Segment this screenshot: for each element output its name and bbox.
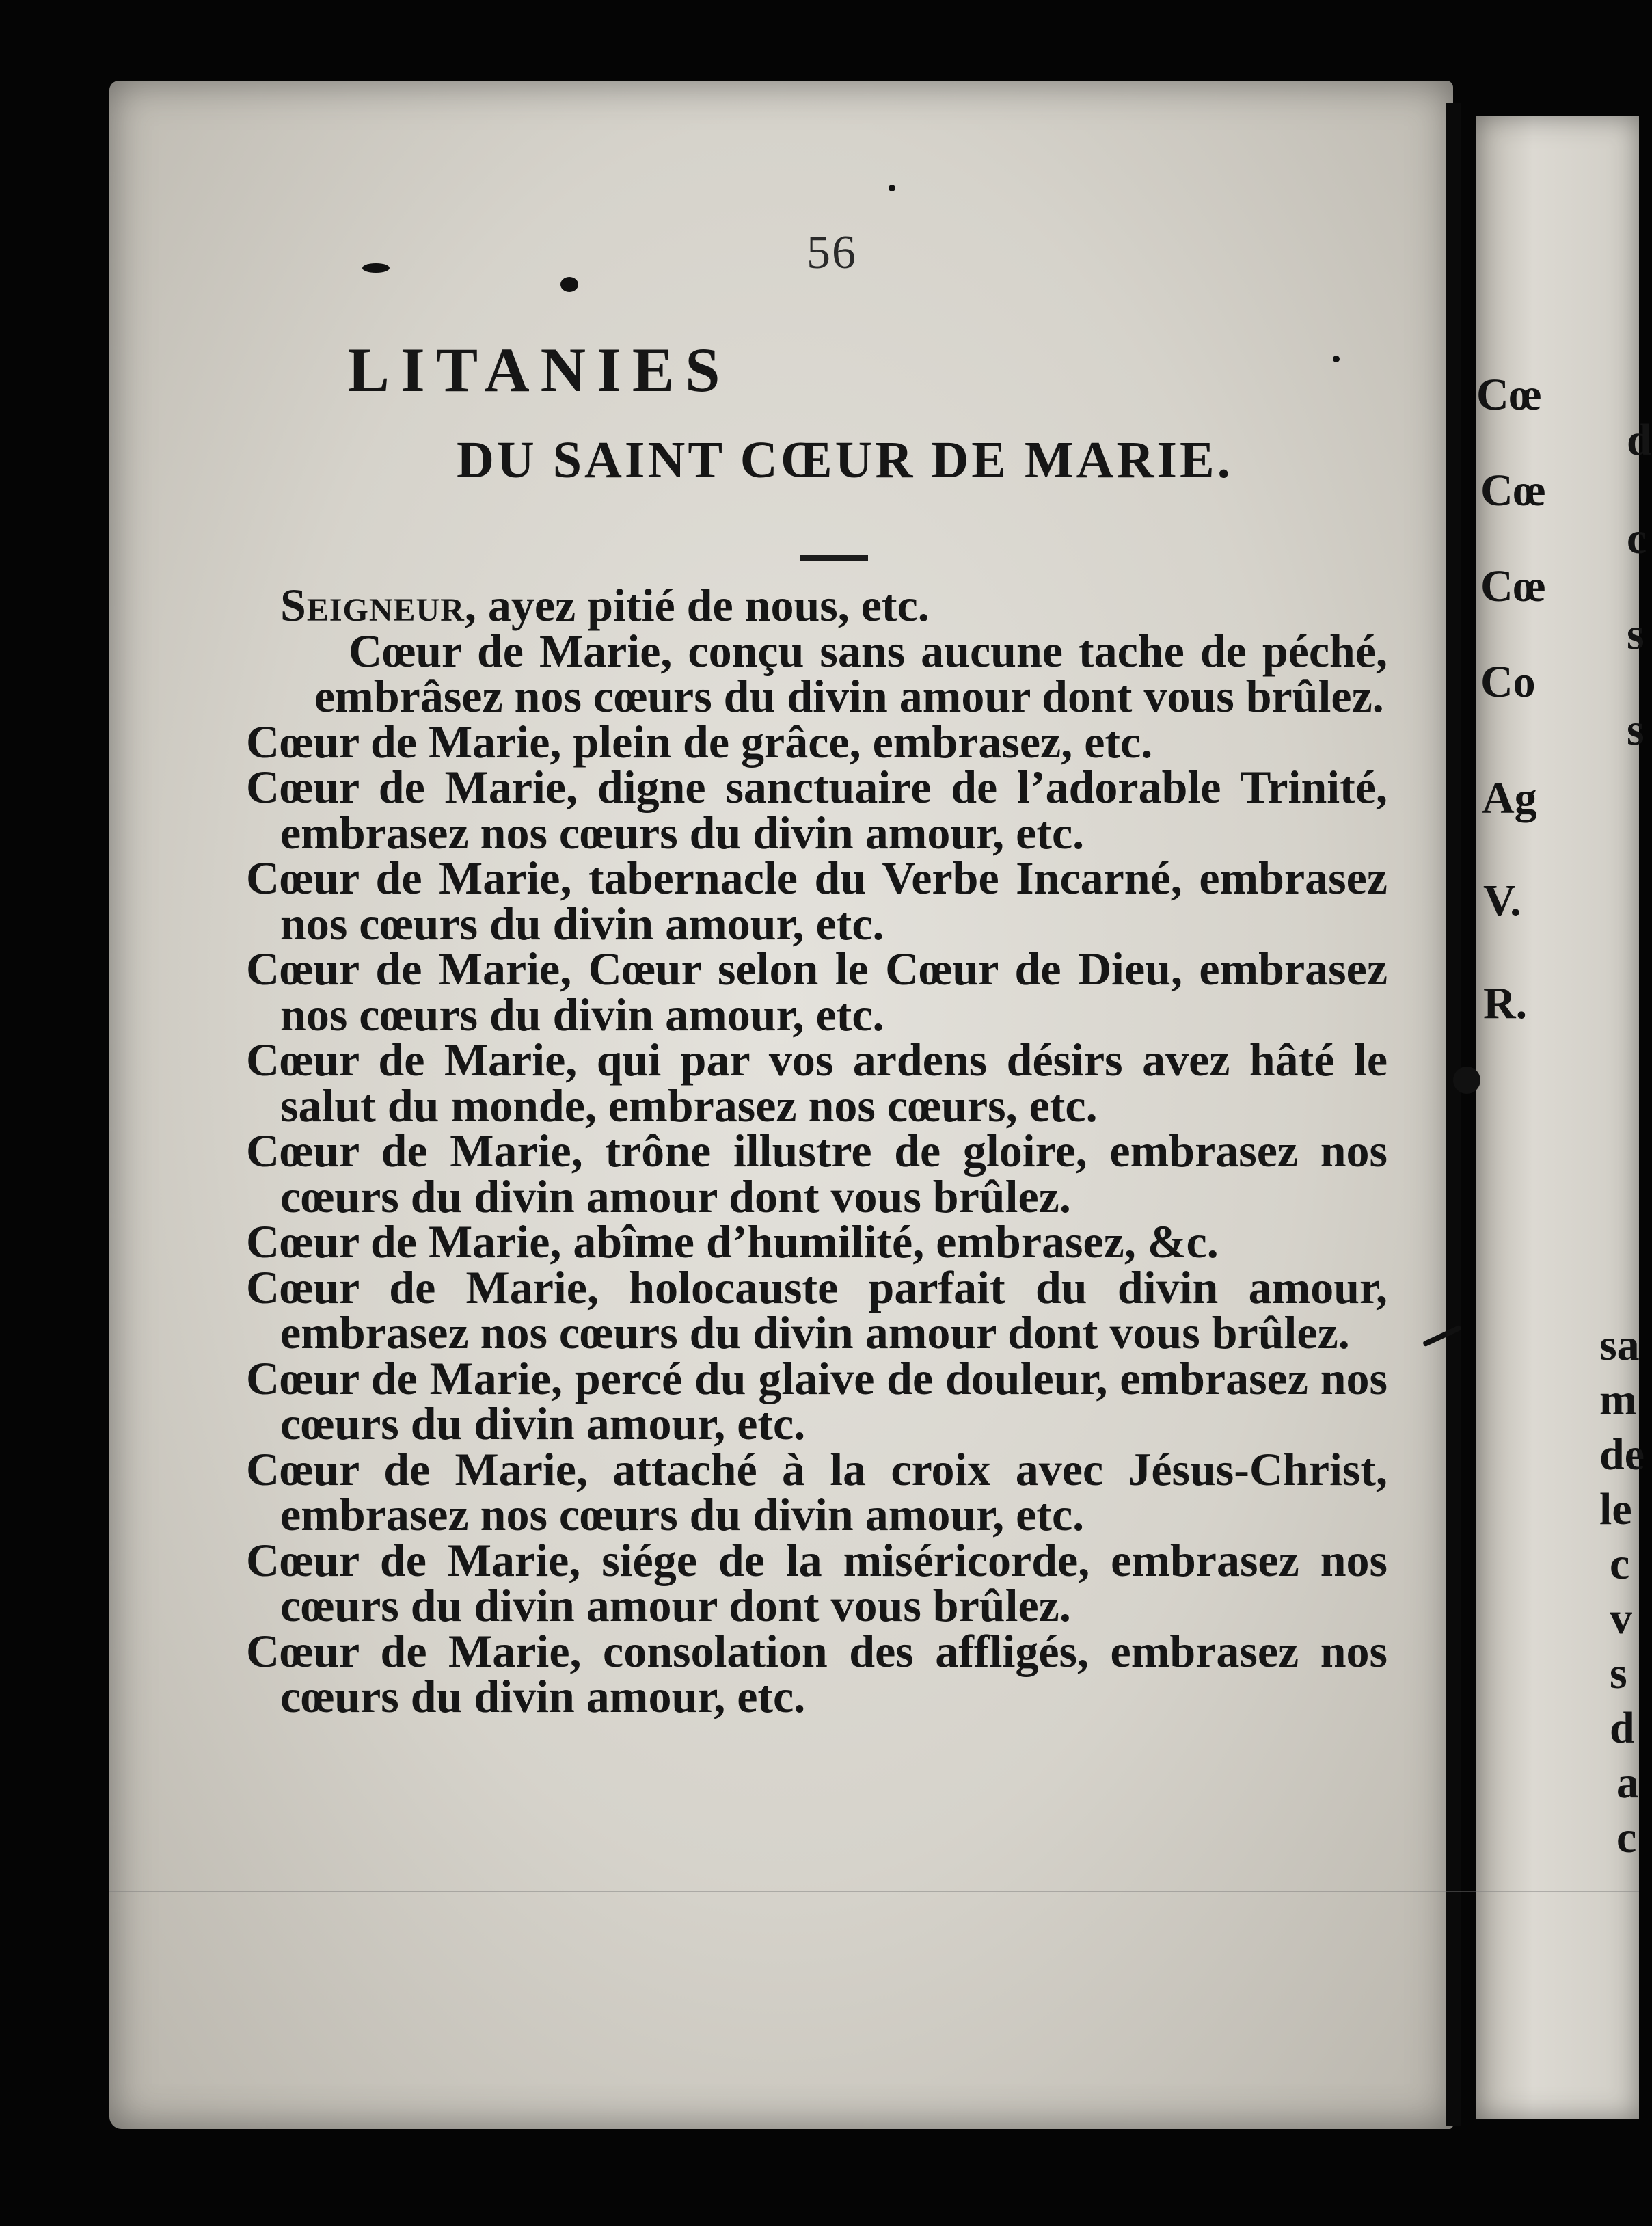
ink-speck — [362, 263, 390, 273]
facing-fragment: Cœ — [1480, 466, 1546, 515]
facing-fragment: c — [1616, 1812, 1637, 1862]
facing-fragment: V. — [1483, 876, 1521, 926]
facing-fragment: m — [1599, 1375, 1637, 1425]
facing-fragment: Ag — [1482, 773, 1537, 823]
facing-fragment: s — [1627, 705, 1644, 755]
facing-fragment: s — [1610, 1648, 1627, 1698]
facing-fragment: a — [1616, 1758, 1639, 1808]
facing-fragment: sa — [1599, 1320, 1640, 1370]
opening-rest: , ayez pitié de nous, etc. — [464, 579, 930, 631]
litany-verse: Cœur de Marie, holocauste parfait du divin amour, embrasez nos cœurs du divin amour dont vous brûlez. — [246, 1261, 1387, 1358]
facing-fragment: c — [1610, 1539, 1630, 1589]
facing-fragment: v — [1610, 1594, 1632, 1644]
litany-verse: Cœur de Marie, attaché à la croix avec Jésus-Christ, embrasez nos cœurs du divin amour, etc. — [246, 1443, 1387, 1540]
litany-verse: Cœur de Marie, percé du glaive de douleur, embrasez nos cœurs du divin amour, etc. — [246, 1352, 1387, 1449]
title-text: LITANIES — [347, 335, 731, 405]
facing-fragment: Cœ — [1480, 561, 1546, 611]
litany-verse: Cœur de Marie, Cœur selon le Cœur de Dieu, embrasez nos cœurs du divin amour, etc. — [246, 943, 1387, 1041]
litany-verse: Cœur de Marie, tabernacle du Verbe Incarné, embrasez nos cœurs du divin amour, etc. — [246, 852, 1387, 950]
scan-artifact-line — [109, 1891, 1639, 1892]
facing-fragment: s — [1627, 609, 1644, 659]
facing-fragment: c — [1627, 513, 1647, 563]
page-number: 56 — [807, 226, 857, 279]
litany-verse: Cœur de Marie, conçu sans aucune tache de péché, embrâsez nos cœurs du divin amour dont vous brûlez. — [314, 624, 1387, 722]
facing-page-text — [1476, 116, 1652, 2119]
opening-invocation — [280, 579, 1387, 631]
litany-text — [246, 579, 1387, 1722]
litany-verse: Cœur de Marie, siége de la miséricorde, embrasez nos cœurs du divin amour dont vous brûlez. — [246, 1533, 1387, 1631]
litany-verse: Cœur de Marie, consolation des affligés, embrasez nos cœurs du divin amour, etc. — [246, 1624, 1387, 1722]
page-title — [0, 334, 1639, 406]
right-page — [1476, 116, 1652, 2119]
page-subtitle: DU SAINT CŒUR DE MARIE. — [457, 431, 1233, 489]
facing-fragment: de — [1599, 1430, 1644, 1479]
litany-verse: Cœur de Marie, plein de grâce, embrasez, etc. — [246, 715, 1153, 768]
facing-fragment: le — [1599, 1484, 1632, 1534]
title-rule — [800, 555, 868, 561]
facing-fragment: Co — [1480, 657, 1536, 707]
facing-fragment: R. — [1483, 978, 1528, 1028]
ink-speck — [1333, 356, 1340, 362]
lead-word: Seigneur — [280, 579, 465, 631]
litany-verse: Cœur de Marie, abîme d’humilité, embrasez, &c. — [246, 1216, 1219, 1268]
ink-speck — [1453, 1067, 1480, 1094]
litany-verse: Cœur de Marie, digne sanctuaire de l’adorable Trinité, embrasez nos cœurs du divin amour, etc. — [246, 761, 1387, 859]
book-gutter — [1446, 103, 1461, 2126]
litany-verse: Cœur de Marie, trône illustre de gloire, embrasez nos cœurs du divin amour dont vous brûlez. — [246, 1125, 1387, 1222]
facing-fragment: d — [1627, 415, 1652, 465]
facing-fragment: d — [1610, 1703, 1635, 1753]
litany-verse: Cœur de Marie, qui par vos ardens désirs avez hâté le salut du monde, embrasez nos cœurs, etc. — [246, 1034, 1387, 1131]
ink-speck — [560, 277, 578, 292]
ink-speck — [889, 185, 895, 191]
facing-fragment: Cœ — [1476, 370, 1542, 420]
